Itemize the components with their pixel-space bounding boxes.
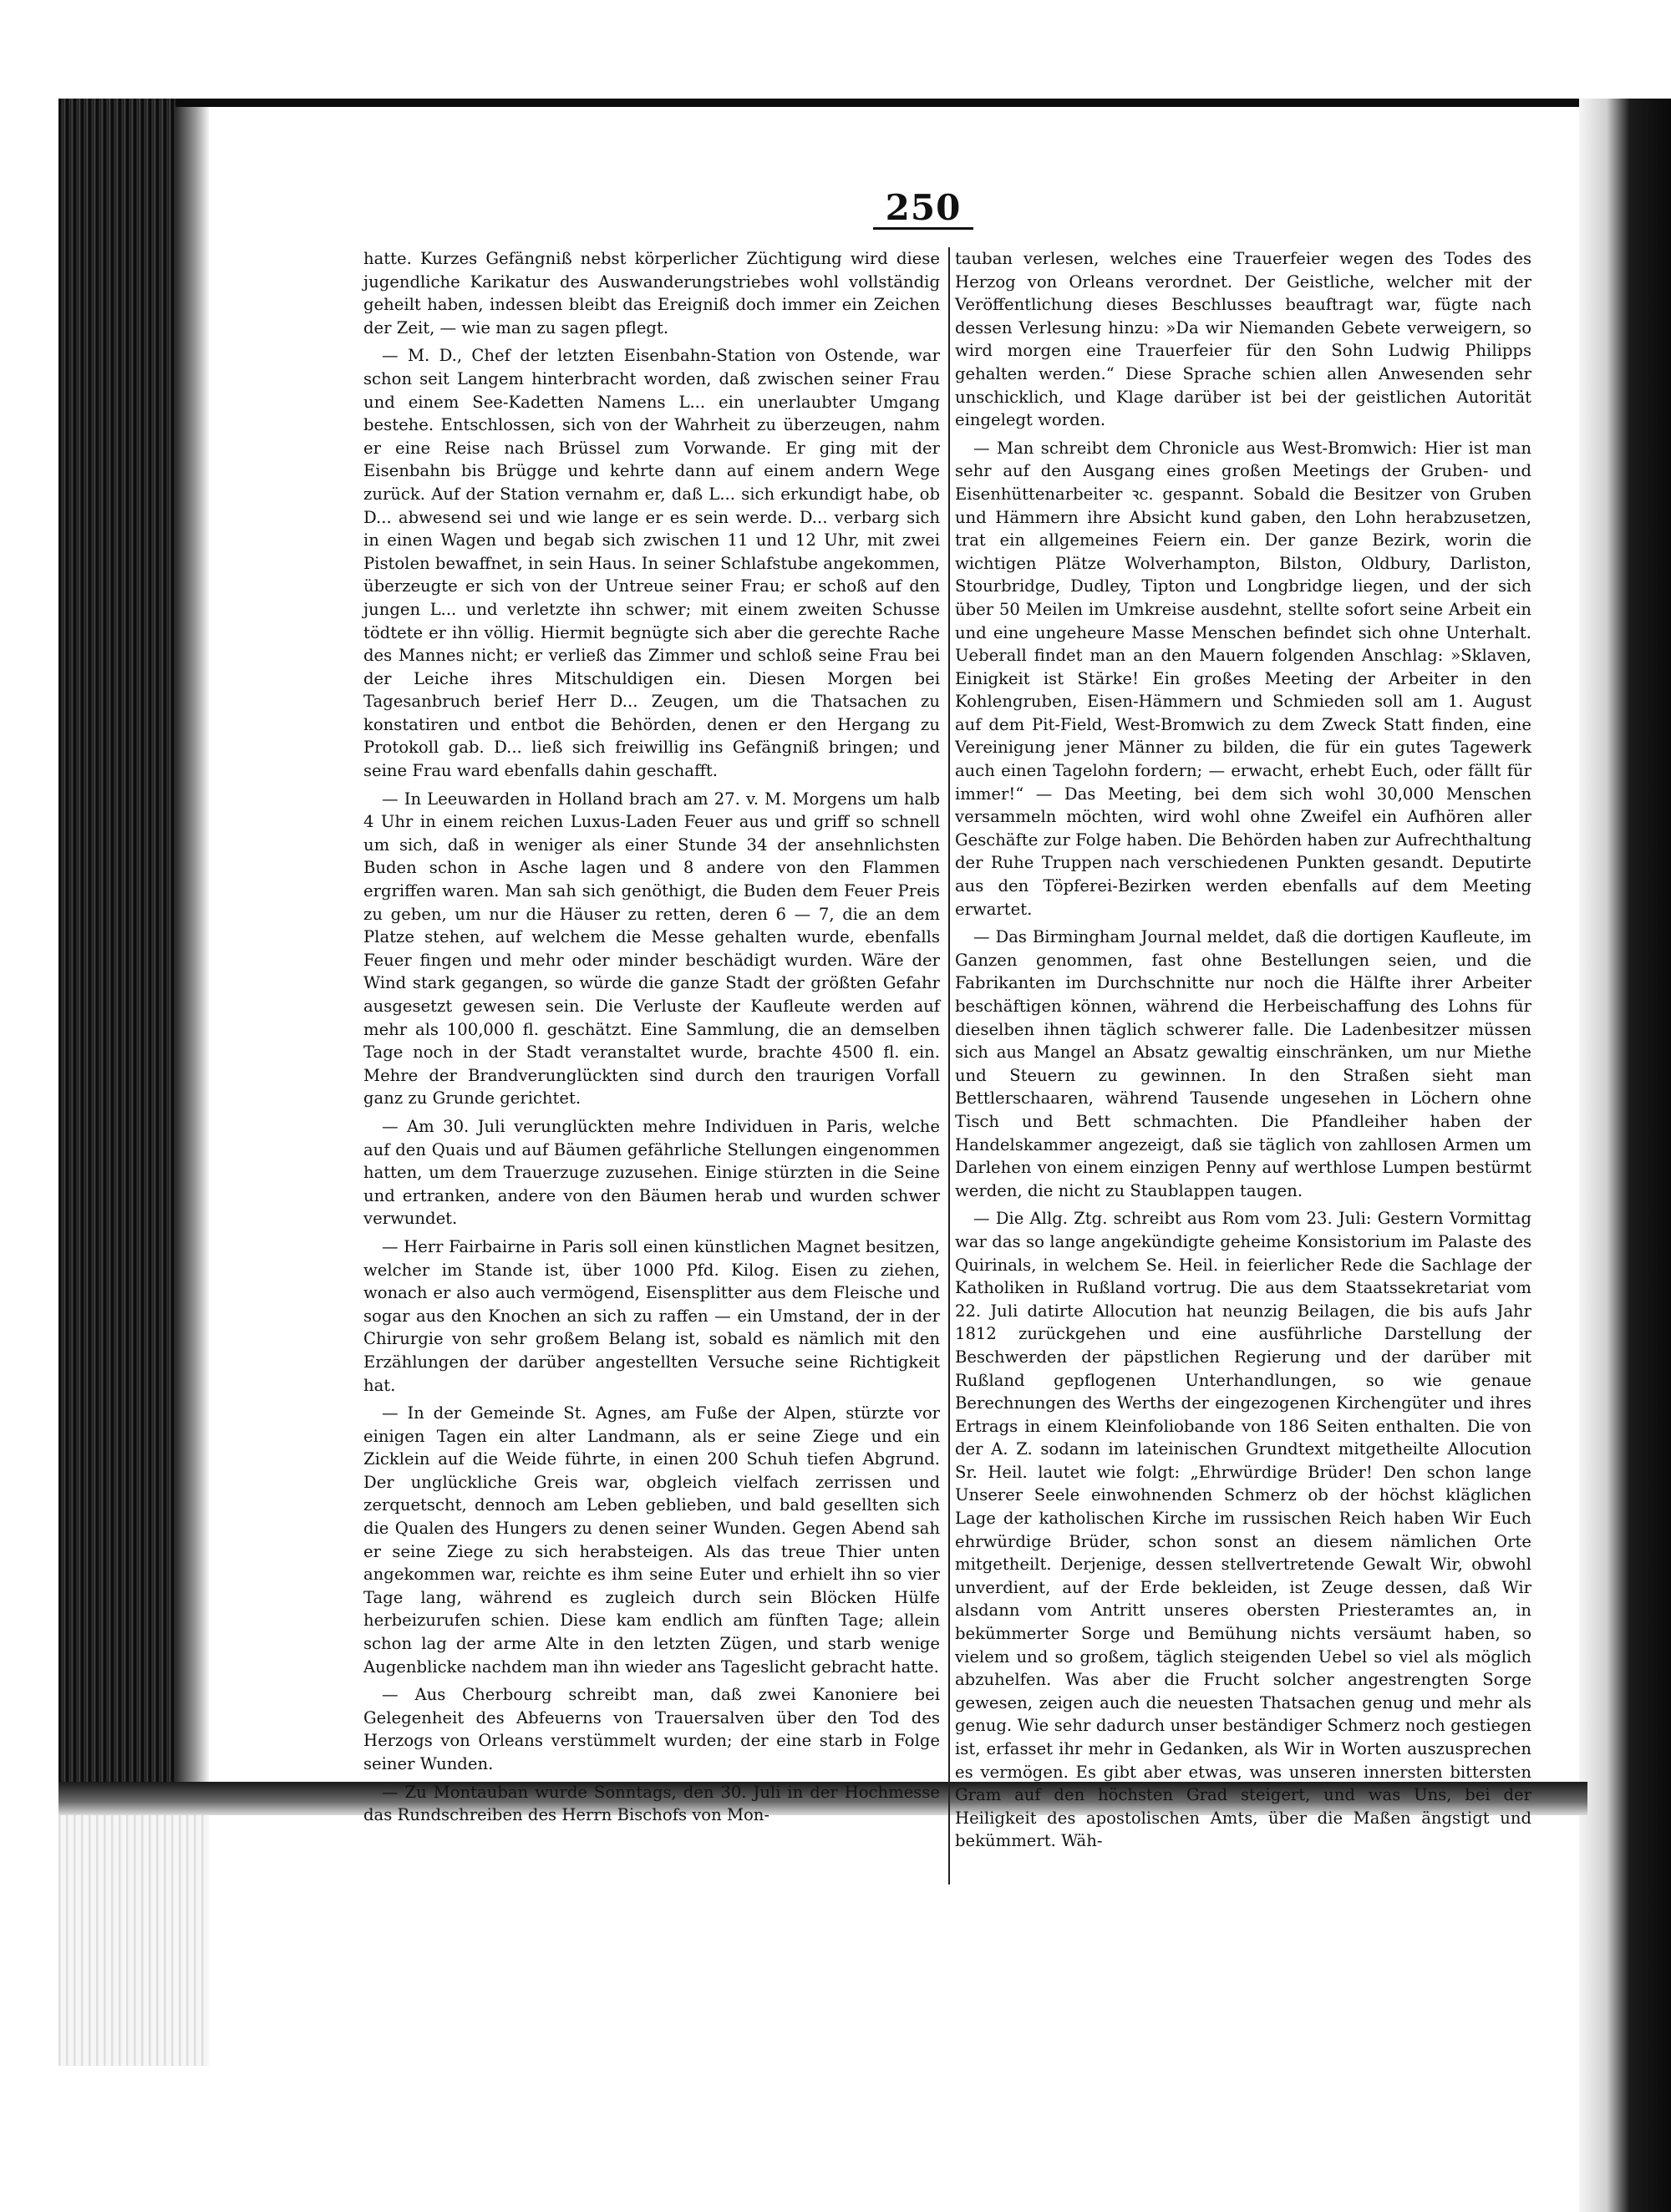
column-divider: [948, 247, 950, 1885]
left-column: [363, 247, 940, 1832]
book-right-edge: [1579, 99, 1671, 2212]
article-paragraph: — Zu Montauban wurde Sonntags, den 30. Juli in der Hochmesse das Rundschreiben des Herrn Bischofs von Mon-: [363, 1782, 940, 1825]
scan-artifacts: [58, 1815, 209, 2066]
article-paragraph: hatte. Kurzes Gefängniß nebst körperlicher Züchtigung wird diese jugendliche Karikatur des Auswanderungstriebes wohl vollständig geheilt haben, indessen bleibt das Ereigniß doch immer ein Zeichen der Zeit, — wie man zu sagen pflegt.: [363, 249, 940, 337]
article-paragraph: — In der Gemeinde St. Agnes, am Fuße der Alpen, stürzte vor einigen Tagen ein alter Landmann, als er seine Ziege und ein Zicklein auf die Weide führte, in einen 200 Schuh tiefen Abgrund. Der unglückliche Greis war, obgleich vielfach zerrissen und zerquetscht, dennoch am Leben geblieben, und bald gesellten sich die Qualen des Hungers zu denen seiner Wunden. Gegen Abend sah er seine Ziege zu sich herabsteigen. Als das treue Thier unten angekommen war, reichte es ihm seine Euter und erhielt ihn so vier Tage lang, während es zugleich durch sein Blöcken Hülfe herbeizurufen schien. Diese kam endlich am fünften Tage; allein schon lag der arme Alte in den letzten Zügen, und starb wenige Augenblicke nachdem man ihn wieder ans Tageslicht gebracht hatte.: [363, 1403, 940, 1677]
article-paragraph: tauban verlesen, welches eine Trauerfeier wegen des Todes des Herzog von Orleans verordnet. Der Geistliche, welcher mit der Veröffentlichung dieses Beschlusses beauftragt war, fügte nach dessen Verlesung hinzu: »Da wir Niemanden Gebete verweigern, so wird morgen eine Trauerfeier für den Sohn Ludwig Philipps gehalten werden.“ Diese Sprache schien allen Anwesenden sehr unschicklich, und Klage darüber ist bei der geistlichen Autorität eingelegt worden.: [955, 249, 1531, 430]
article-paragraph: — Herr Fairbairne in Paris soll einen künstlichen Magnet besitzen, welcher im Stande ist, über 1000 Pfd. Kilog. Eisen zu ziehen, wonach er also auch vermögend, Eisensplitter aus dem Fleische und sogar aus den Knochen an sich zu raffen — ein Umstand, der in der Chirurgie von sehr großem Belang ist, sobald es nämlich mit den Erzählungen der darüber angestellten Versuche seine Richtigkeit hat.: [363, 1236, 940, 1395]
article-paragraph: — Man schreibt dem Chronicle aus West-Bromwich: Hier ist man sehr auf den Ausgang eines großen Meetings der Gruben- und Eisenhüttenarbeiter ꝛc. gespannt. Sobald die Besitzer von Gruben und Hämmern ihre Absicht kund gaben, den Lohn herabzusetzen, trat ein allgemeines Feiern ein. Der ganze Bezirk, worin die wichtigen Plätze Wolverhampton, Bilston, Oldbury, Darliston, Stourbridge, Dudley, Tipton und Longbridge liegen, und der sich über 50 Meilen im Umkreise ausdehnt, stellte sofort seine Arbeit ein und eine ungeheure Masse Menschen befindet sich ohne Unterhalt. Ueberall findet man an den Mauern folgenden Anschlag: »Sklaven, Einigkeit ist Stärke! Ein großes Meeting der Arbeiter in den Kohlengruben, Eisen-Hämmern und Schmieden soll am 1. August auf dem Pit-Field, West-Bromwich zu dem Zweck Statt finden, eine Vereinigung jener Männer zu bilden, die für ein gutes Tagewerk auch einen Tagelohn fordern; — erwacht, erhebt Euch, oder fällt für immer!“ — Das Meeting, bei dem sich wohl 30,000 Menschen versammeln möchten, wird wohl ohne Zweifel ein Aufhören aller Geschäfte zur Folge haben. Die Behörden haben zur Aufrechthaltung der Ruhe Truppen nach verschiedenen Punkten gesandt. Deputirte aus den Töpferei-Bezirken werden ebenfalls auf dem Meeting erwartet.: [955, 438, 1531, 919]
right-column: [955, 247, 1531, 1858]
book-page-edges: [58, 99, 175, 1782]
article-paragraph: — Die Allg. Ztg. schreibt aus Rom vom 23. Juli: Gestern Vormittag war das so lange angekündigte geheime Konsistorium im Palaste des Quirinals, in welchem Se. Heil. in feierlicher Rede die Sachlage der Katholiken in Rußland vortrug. Die aus dem Staatssekretariat vom 22. Juli datirte Allocution hat neunzig Beilagen, die bis aufs Jahr 1812 zurückgehen und eine ausführliche Darstellung der Beschwerden der päpstlichen Regierung und der darüber mit Rußland gepflogenen Unterhandlungen, so wie genaue Berechnungen des Werths der eingezogenen Kirchengüter und ihres Ertrags in einem Kleinfoliobande von 186 Seiten enthalten. Die von der A. Z. sodann im lateinischen Grundtext mitgetheilte Allocution Sr. Heil. lautet wie folgt: „Ehrwürdige Brüder! Den schon lange Unserer Seele einwohnenden Schmerz ob der höchst kläglichen Lage der katholischen Kirche im russischen Reich haben Wir Euch ehrwürdige Brüder, schon sonst an diesem nämlichen Orte mitgetheilt. Derjenige, dessen stellvertretende Gewalt Wir, obwohl unverdient, auf der Erde bekleiden, ist Zeuge dessen, daß Wir alsdann vom Antritt unseres obersten Priesteramtes an, in bekümmerter Sorge und Bemühung nichts versäumt haben, so vielem und so großem, täglich steigenden Uebel so viel als möglich abzuhelfen. Was aber die Frucht solcher angestrengten Sorge gewesen, zeigen auch die neuesten Thatsachen genug und mehr als genug. Wie sehr dadurch unser beständiger Schmerz noch gestiegen ist, erfasset ihr mehr in Gedanken, als Wir in Worten auszusprechen es vermögen. Es gibt aber etwas, was unseren innersten bittersten Gram auf den höchsten Grad steigert, und was Uns, bei der Heiligkeit des apostolischen Amts, über die Maßen ängstigt und bekümmert. Wäh-: [955, 1209, 1531, 1851]
book-edge-top: [58, 99, 1587, 107]
article-paragraph: — M. D., Chef der letzten Eisenbahn-Station von Ostende, war schon seit Langem hinterbracht worden, daß zwischen seiner Frau und einem See-Kadetten Namens L... ein unerlaubter Umgang bestehe. Entschlossen, sich von der Wahrheit zu überzeugen, nahm er eine Reise nach Brüssel zum Vorwande. Er ging mit der Eisenbahn bis Brügge und kehrte dann auf einem andern Wege zurück. Auf der Station vernahm er, daß L... sich erkundigt habe, ob D... abwesend sei und wie lange er es sein werde. D... verbarg sich in einen Wagen und begab sich zwischen 11 und 12 Uhr, mit zwei Pistolen bewaffnet, in sein Haus. In seiner Schlafstube angekommen, überzeugte er sich von der Untreue seiner Frau; er schoß auf den jungen L... und verletzte ihn schwer; mit einem zweiten Schusse tödtete er ihn völlig. Hiermit begnügte sich aber die gerechte Rache des Mannes nicht; er verließ das Zimmer und schloß seine Frau bei der Leiche ihres Mitschuldigen ein. Diesen Morgen bei Tagesanbruch berief Herr D... Zeugen, um die Thatsachen zu konstatiren und entbot die Behörden, denen er den Hergang zu Protokoll gab. D... ließ sich freiwillig ins Gefängniß bringen; und seine Frau ward ebenfalls dahin geschafft.: [363, 346, 940, 781]
spine-shadow: [175, 107, 209, 1782]
article-paragraph: — Das Birmingham Journal meldet, daß die dortigen Kaufleute, im Ganzen genommen, fast ohne Bestellungen seien, und die Fabrikanten im Durchschnitte nur noch die Hälfte ihrer Arbeiter beschäftigen können, während die Herbeischaffung des Lohns für dieselben ihnen täglich schwerer falle. Die Ladenbesitzer müssen sich aus Mangel an Absatz gewaltig einschränken, um nur Miethe und Steuern zu gewinnen. In den Straßen sieht man Bettlerschaaren, während Tausende ungesehen in Löchern ohne Tisch und Bett schmachten. Die Pfandleiher haben der Handelskammer angezeigt, daß sie täglich von zahllosen Armen um Darlehen von einem einzigen Penny auf werthlose Lumpen bestürmt werden, die nicht zu Staublappen taugen.: [955, 927, 1531, 1200]
article-paragraph: — In Leeuwarden in Holland brach am 27. v. M. Morgens um halb 4 Uhr in einem reichen Luxus-Laden Feuer aus und griff so schnell um sich, daß in weniger als einer Stunde 34 der ansehnlichsten Buden schon in Asche lagen und 8 andere von den Flammen ergriffen waren. Man sah sich genöthigt, die Buden dem Feuer Preis zu geben, um nur die Häuser zu retten, deren 6 — 7, die an dem Platze stehen, auf welchem die Messe gehalten wurde, ebenfalls Feuer fingen und mehr oder minder beschädigt wurden. Wäre der Wind stark gegangen, so würde die ganze Stadt der größten Gefahr ausgesetzt gewesen sein. Die Verluste der Kaufleute werden auf mehr als 100,000 fl. geschätzt. Eine Sammlung, die an demselben Tage noch in der Stadt veranstaltet wurde, brachte 4500 fl. ein. Mehre der Brandverunglückten sind durch den traurigen Vorfall ganz zu Grunde gerichtet.: [363, 789, 940, 1109]
article-paragraph: — Am 30. Juli verunglückten mehre Individuen in Paris, welche auf den Quais und auf Bäumen gefährliche Stellungen eingenommen hatten, um dem Trauerzuge zuzusehen. Einige stürzten in die Seine und ertranken, andere von den Bäumen herab und wurden schwer verwundet.: [363, 1116, 940, 1229]
scan-margin-top: [0, 0, 1671, 99]
page-number: 250: [873, 189, 973, 230]
article-paragraph: — Aus Cherbourg schreibt man, daß zwei Kanoniere bei Gelegenheit des Abfeuerns von Trauersalven über den Tod des Herzogs von Orleans verstümmelt wurden; der eine starb in Folge seiner Wunden.: [363, 1685, 940, 1773]
